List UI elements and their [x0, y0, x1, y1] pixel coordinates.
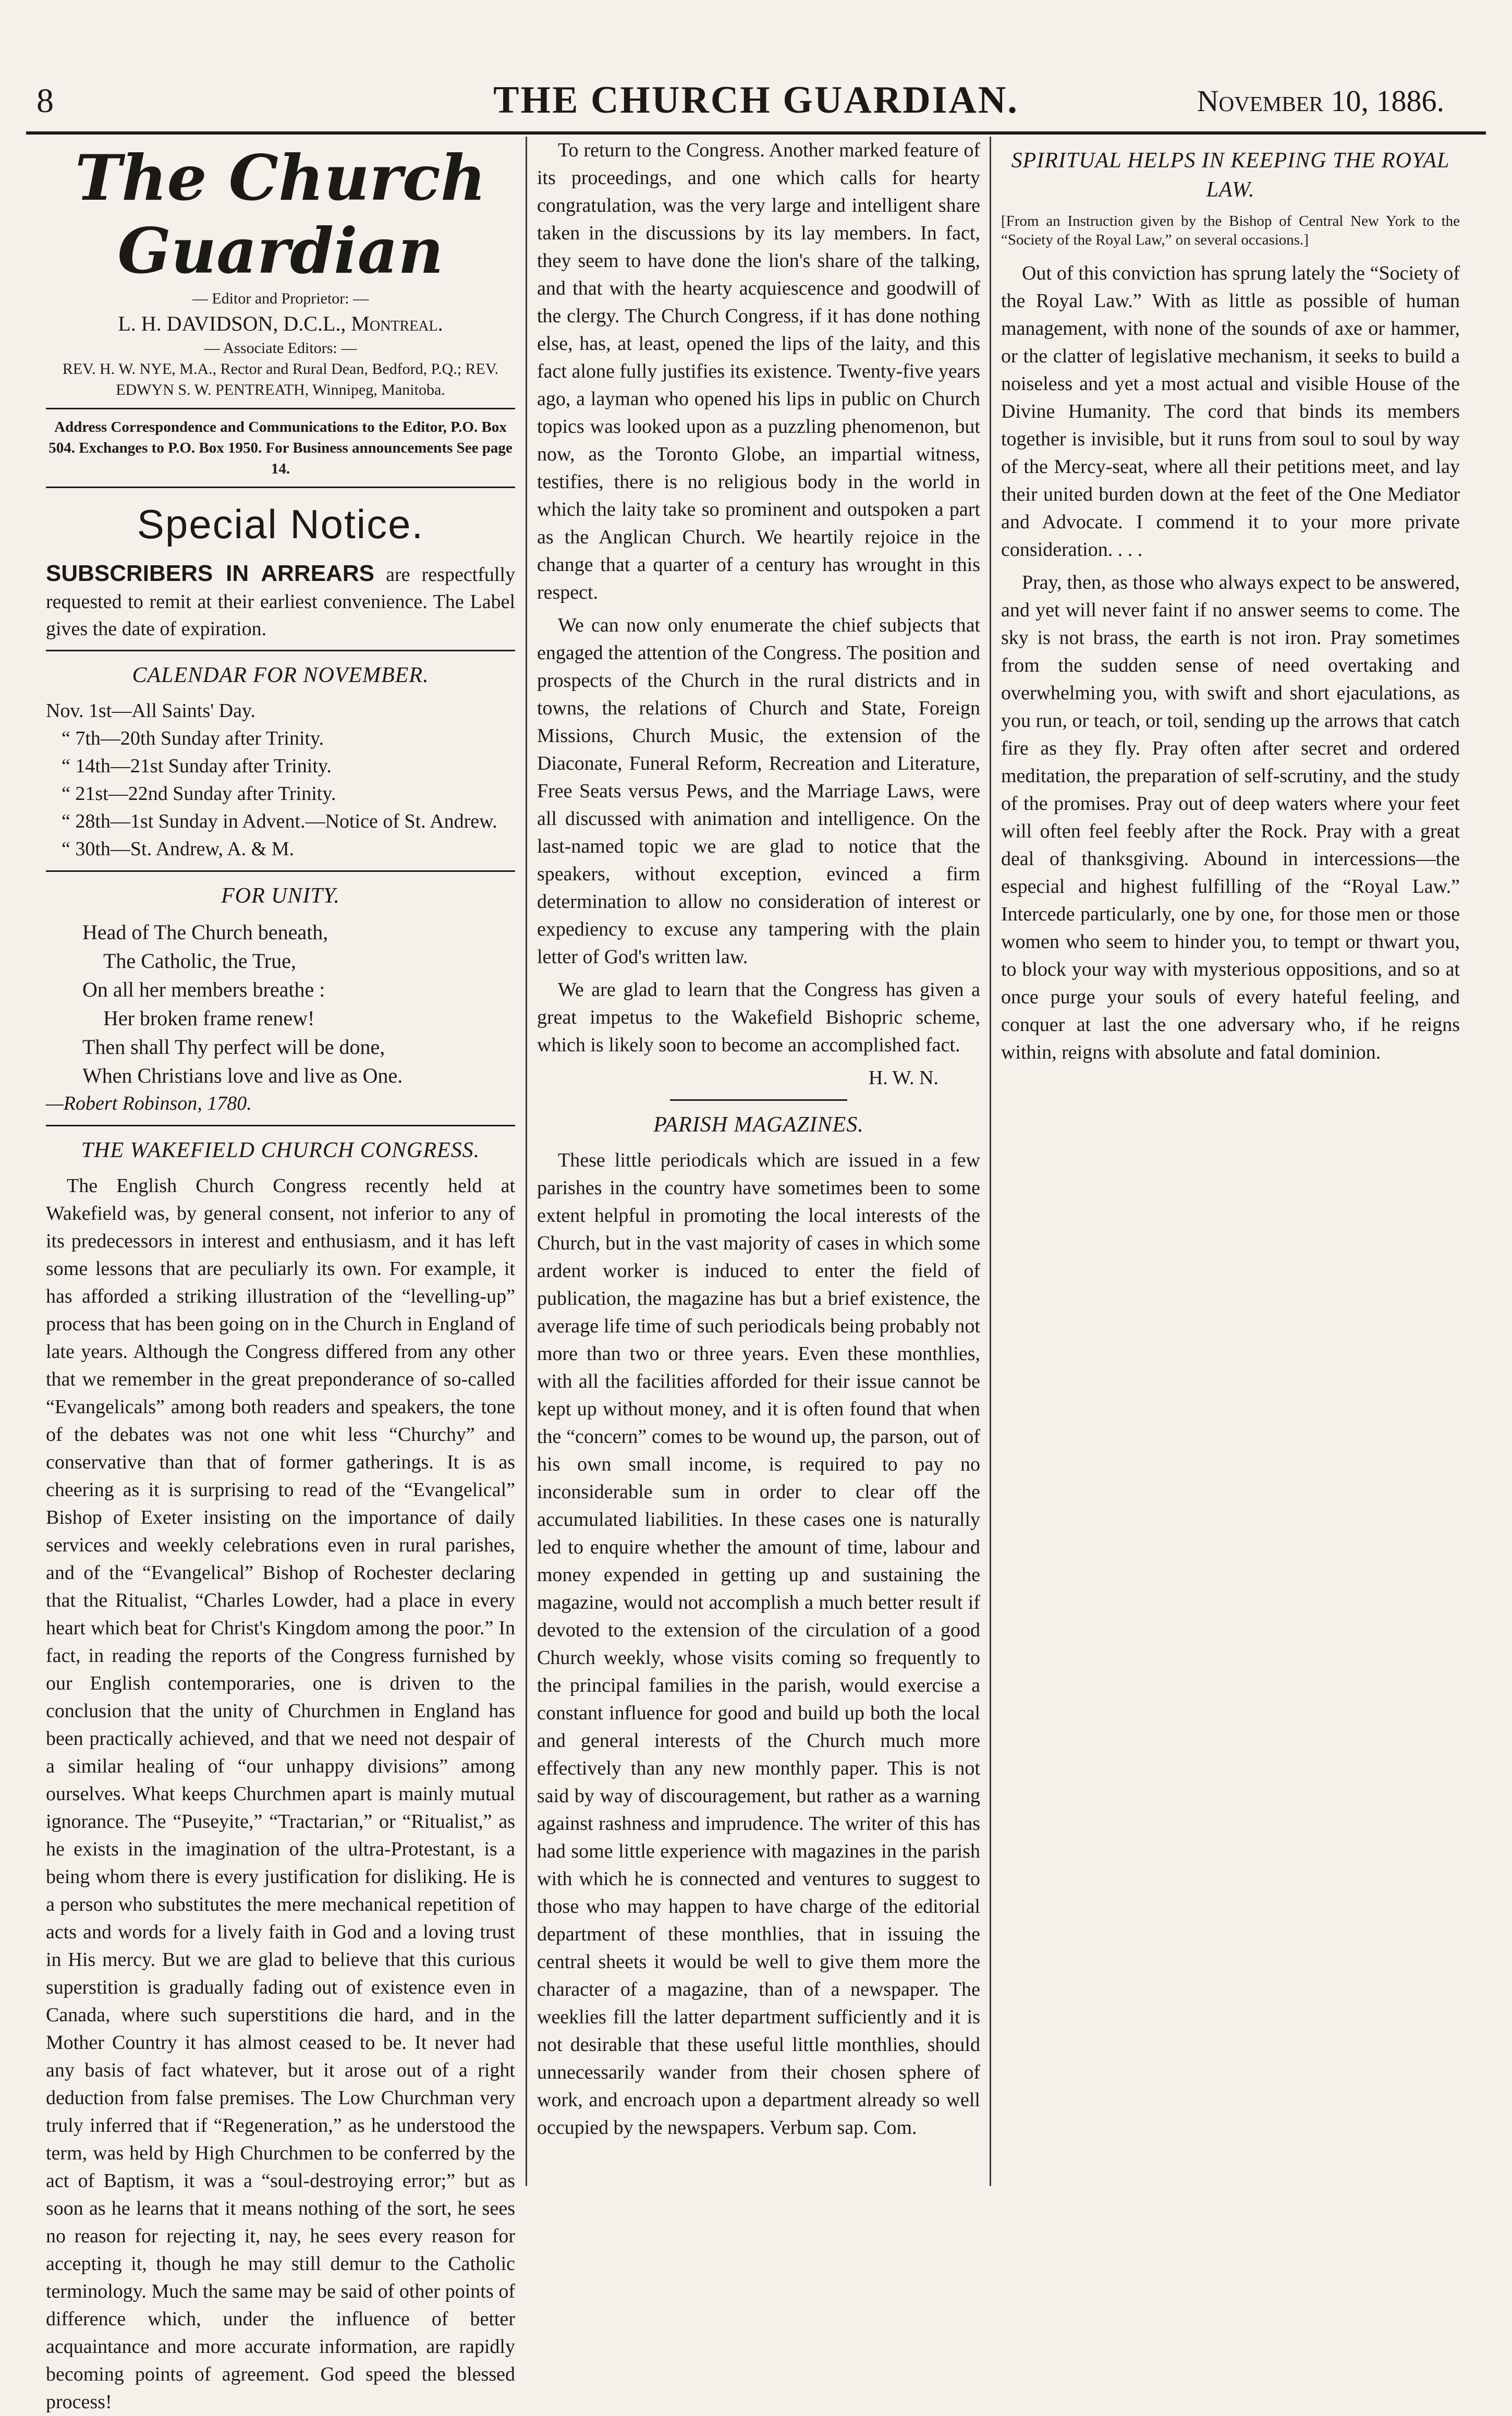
- wakefield-signature: H. W. N.: [868, 1067, 938, 1089]
- poem-line: Then shall Thy perfect will be done,: [82, 1035, 385, 1059]
- poem-line: On all her members breathe :: [82, 978, 325, 1001]
- divider: [46, 650, 515, 651]
- page-number: 8: [36, 82, 54, 120]
- wakefield-heading: THE WAKEFIELD CHURCH CONGRESS.: [81, 1138, 480, 1162]
- calendar-row: “ 30th—St. Andrew, A. & M.: [62, 838, 295, 860]
- header-rule: [26, 131, 1486, 135]
- calendar-row: “ 21st—22nd Sunday after Trinity.: [62, 783, 336, 805]
- masthead-title: The Church Guardian: [75, 141, 486, 288]
- calendar-heading: CALENDAR FOR NOVEMBER.: [132, 663, 429, 687]
- calendar-list: [46, 697, 515, 863]
- column-2: [537, 137, 980, 2186]
- associate-editors: REV. H. W. NYE, M.A., Rector and Rural Dean, Bedford, P.Q.; REV. EDWYN S. W. PENTREATH, Winnipeg, Manitoba.: [62, 360, 499, 398]
- divider: [46, 487, 515, 488]
- poem-line: The Catholic, the True,: [103, 949, 296, 973]
- poem-heading: FOR UNITY.: [221, 884, 340, 908]
- editor-name: L. H. DAVIDSON, D.C.L., Montreal.: [118, 312, 443, 335]
- spiritual-paragraph: Out of this conviction has sprung lately the “Society of the Royal Law.” With as little as possible of human management, with none of the sounds of axe or hammer, or the clatter of legislative mechanism, it seeks to build a noiseless and yet a most actual and visible House of the Divine Humanity. The cord that binds its members together is invisible, but it runs from soul to soul by way of the Mercy-seat, where all their petitions meet, and lay their united burden down at the feet of the One Mediator and Advocate. I commend it to your more private consideration. . . .: [1001, 262, 1460, 561]
- poem-line: When Christians love and live as One.: [82, 1064, 403, 1087]
- spiritual-paragraph: Pray, then, as those who always expect to be answered, and yet will never faint if no answer seems to come. The sky is not brass, the earth is not iron. Pray sometimes from the sudden sense of need overtaking and overwhelming you, with swift and short ejaculations, as you run, or teach, or toil, sending up the arrows that catch fire as they fly. Pray often after secret and ordered meditation, the preparation of self-scrutiny, and the study of the promises. Pray out of deep waters where your feet will often feel feebly after the Rock. Pray with a great deal of thanksgiving. Abound in intercessions—the especial and highest fulfilling of the “Royal Law.” Intercede particularly, one by one, for those men or those women who seem to hinder you, to tempt or thwart you, to block your way with mysterious oppositions, and so at once purge your souls of every hateful feeling, and conquer at last the one adversary who, if he reigns within, reigns with absolute and fatal dominion.: [1001, 572, 1460, 1063]
- poem-line: Head of The Church beneath,: [82, 920, 328, 944]
- calendar-row: Nov. 1st—All Saints' Day.: [46, 700, 255, 722]
- associate-label: — Associate Editors: —: [204, 339, 357, 357]
- newspaper-title: THE CHURCH GUARDIAN.: [493, 79, 1019, 122]
- column-1: [46, 137, 516, 2413]
- wakefield-paragraph: To return to the Congress. Another marked feature of its proceedings, and one which calls for hearty congratulation, was the very large and intelligent share taken in the discussions by its lay members. In fact, they seem to have done the lion's share of the talking, and that with the hearty acquiescence and goodwill of the clergy. The Church Congress, if it has done nothing else, has, at least, opened the lips of the laity, and this fact alone fully justifies its existence. Twenty-five years ago, a layman who opened his lips in public on Church topics was looked upon as a puzzling phenomenon, but now, as the Toronto Globe, an impartial witness, testifies, there is no religious body in the world in which the laity take so prominent and outspoken a part as the Anglican Church. We heartily rejoice in the change that a quarter of a century has wrought in this respect.: [537, 139, 980, 603]
- notice-text: are respectfully requested to remit at their earliest convenience. The Label gives the date of expiration.: [46, 564, 516, 640]
- special-notice-heading: Special Notice.: [137, 501, 424, 547]
- parish-paragraph: These little periodicals which are issued in a few parishes in the country have sometimes been to some extent helpful in promoting the local interests of the Church, but in the vast majority of cases in which some ardent worker is induced to enter the field of publication, the magazine has but a brief existence, the average life time of such periodicals being probably not more than two or three years. Even these monthlies, with all the facilities afforded for their issue cannot be kept up without money, and it is often found that when the “concern” comes to be wound up, the parson, out of his own small income, is required to pay no inconsiderable sum in order to clear off the accumulated liabilities. In these cases one is naturally led to enquire whether the amount of time, labour and money expended in getting up and sustaining the magazine, would not accomplish a much better result if devoted to the extension of the circulation of a good Church weekly, whose visits coming so frequently to the principal families in the parish, would exercise a constant influence for good and build up both the local and general interests of the Church much more effectively than any new monthly paper. This is not said by way of discouragement, but rather as a warning against rashness and imprudence. The writer of this has had some little experience with magazines in the parish with which he is connected and ventures to suggest to those who may happen to have charge of the editorial department of these monthlies, that in issuing the central sheets it would be well to give them more the character of a magazine, than of a newspaper. The weeklies fill the latter department sufficiently and it is not desirable that these useful little monthlies, should unnecessarily wander from their chosen sphere of work, and encroach upon a department already so well occupied by the newspapers. Verbum sap. Com.: [537, 1149, 980, 2139]
- divider: [46, 1125, 515, 1126]
- poem-line: Her broken frame renew!: [103, 1006, 315, 1030]
- issue-date: November 10, 1886.: [1197, 84, 1444, 118]
- column-divider: [526, 137, 527, 2186]
- spiritual-heading: SPIRITUAL HELPS IN KEEPING THE ROYAL LAW.: [1011, 149, 1450, 202]
- wakefield-paragraph: The English Church Congress recently held at Wakefield was, by general consent, not inferior to any of its predecessors in interest and enthusiasm, and it has left some lessons that are peculiarly its own. For example, it has afforded a striking illustration of the “levelling-up” process that has been going on in the Church in England of late years. Although the Congress differed from any other that we remember in the great preponderance of so-called “Evangelicals” among both readers and speakers, the tone of the debates was not one whit less “Churchy” and conservative than that of former gatherings. It is as cheering as it is surprising to read of the “Evangelical” Bishop of Exeter insisting on the importance of daily services and weekly celebrations even in rural parishes, and of the “Evangelical” Bishop of Rochester declaring that the Ritualist, “Charles Lowder, had a place in every heart which beat for Christ's Kingdom among the poor.” In fact, in reading the reports of the Congress furnished by our English contemporaries, one is driven to the conclusion that the unity of Churchmen in England has been practically achieved, and that we need not despair of a similar healing of “our unhappy divisions” among ourselves. What keeps Churchmen apart is mainly mutual ignorance. The “Puseyite,” “Tractarian,” or “Ritualist,” as he exists in the imagination of the ultra-Protestant, is a being whom there is every justification for disliking. He is a person who substitutes the mere mechanical repetition of acts and words for a lively faith in God and a loving trust in His mercy. But we are glad to believe that this curious superstition is gradually fading out of existence even in Canada, where such superstitions die hard, and in the Mother Country it has almost ceased to be. It never had any basis of fact whatever, but it arose out of a right deduction from false premises. The Low Churchman very truly inferred that if “Regeneration,” as he understood the term, was held by High Churchmen to be conferred by the act of Baptism, it was a “soul-destroying error;” but as soon as he learns that it means nothing of the sort, he sees no reason for rejecting it, nay, he sees every reason for accepting it, though he may still demur to the Catholic terminology. Much the same may be said of other points of difference which, under the influence of better acquaintance and more accurate information, are rapidly becoming points of agreement. God speed the blessed process!: [46, 1175, 515, 2413]
- arrears-lead: SUBSCRIBERS IN ARREARS: [46, 561, 374, 586]
- divider: [46, 408, 515, 409]
- calendar-row: “ 7th—20th Sunday after Trinity.: [62, 727, 324, 749]
- poem-body: [46, 918, 515, 1090]
- calendar-row: “ 28th—1st Sunday in Advent.—Notice of St. Andrew.: [62, 810, 497, 832]
- address-notice: Address Correspondence and Communications to the Editor, P.O. Box 504. Exchanges to P.O. Box 1950. For Business announcements See page 14.: [48, 419, 513, 477]
- spiritual-note: [From an Instruction given by the Bishop of Central New York to the “Society of the Royal Law,” on several occasions.]: [1001, 213, 1460, 248]
- special-notice-body: [46, 560, 515, 642]
- column-3: [1001, 137, 1460, 2186]
- editor-label: — Editor and Proprietor: —: [192, 290, 369, 307]
- parish-heading: PARISH MAGAZINES.: [653, 1113, 864, 1137]
- calendar-row: “ 14th—21st Sunday after Trinity.: [62, 755, 332, 777]
- divider: [670, 1099, 847, 1101]
- column-divider: [990, 137, 991, 2186]
- poem-attribution: —Robert Robinson, 1780.: [46, 1092, 252, 1114]
- divider: [46, 870, 515, 872]
- page-header: [0, 73, 1512, 130]
- wakefield-paragraph: We are glad to learn that the Congress has given a great impetus to the Wakefield Bishopric scheme, which is likely soon to become an accomplished fact.: [537, 979, 980, 1056]
- wakefield-paragraph: We can now only enumerate the chief subjects that engaged the attention of the Congress. The position and prospects of the Church in the rural districts and in towns, the relations of Church and State, Foreign Missions, Church Music, the extension of the Diaconate, Funeral Reform, Recreation and Literature, Free Seats versus Pews, and the Marriage Laws, were all discussed with animation and intelligence. On the last-named topic we are glad to notice that the speakers, without exception, evinced a firm determination to allow no consideration of interest or expediency to excuse any tampering with the plain letter of God's written law.: [537, 614, 980, 968]
